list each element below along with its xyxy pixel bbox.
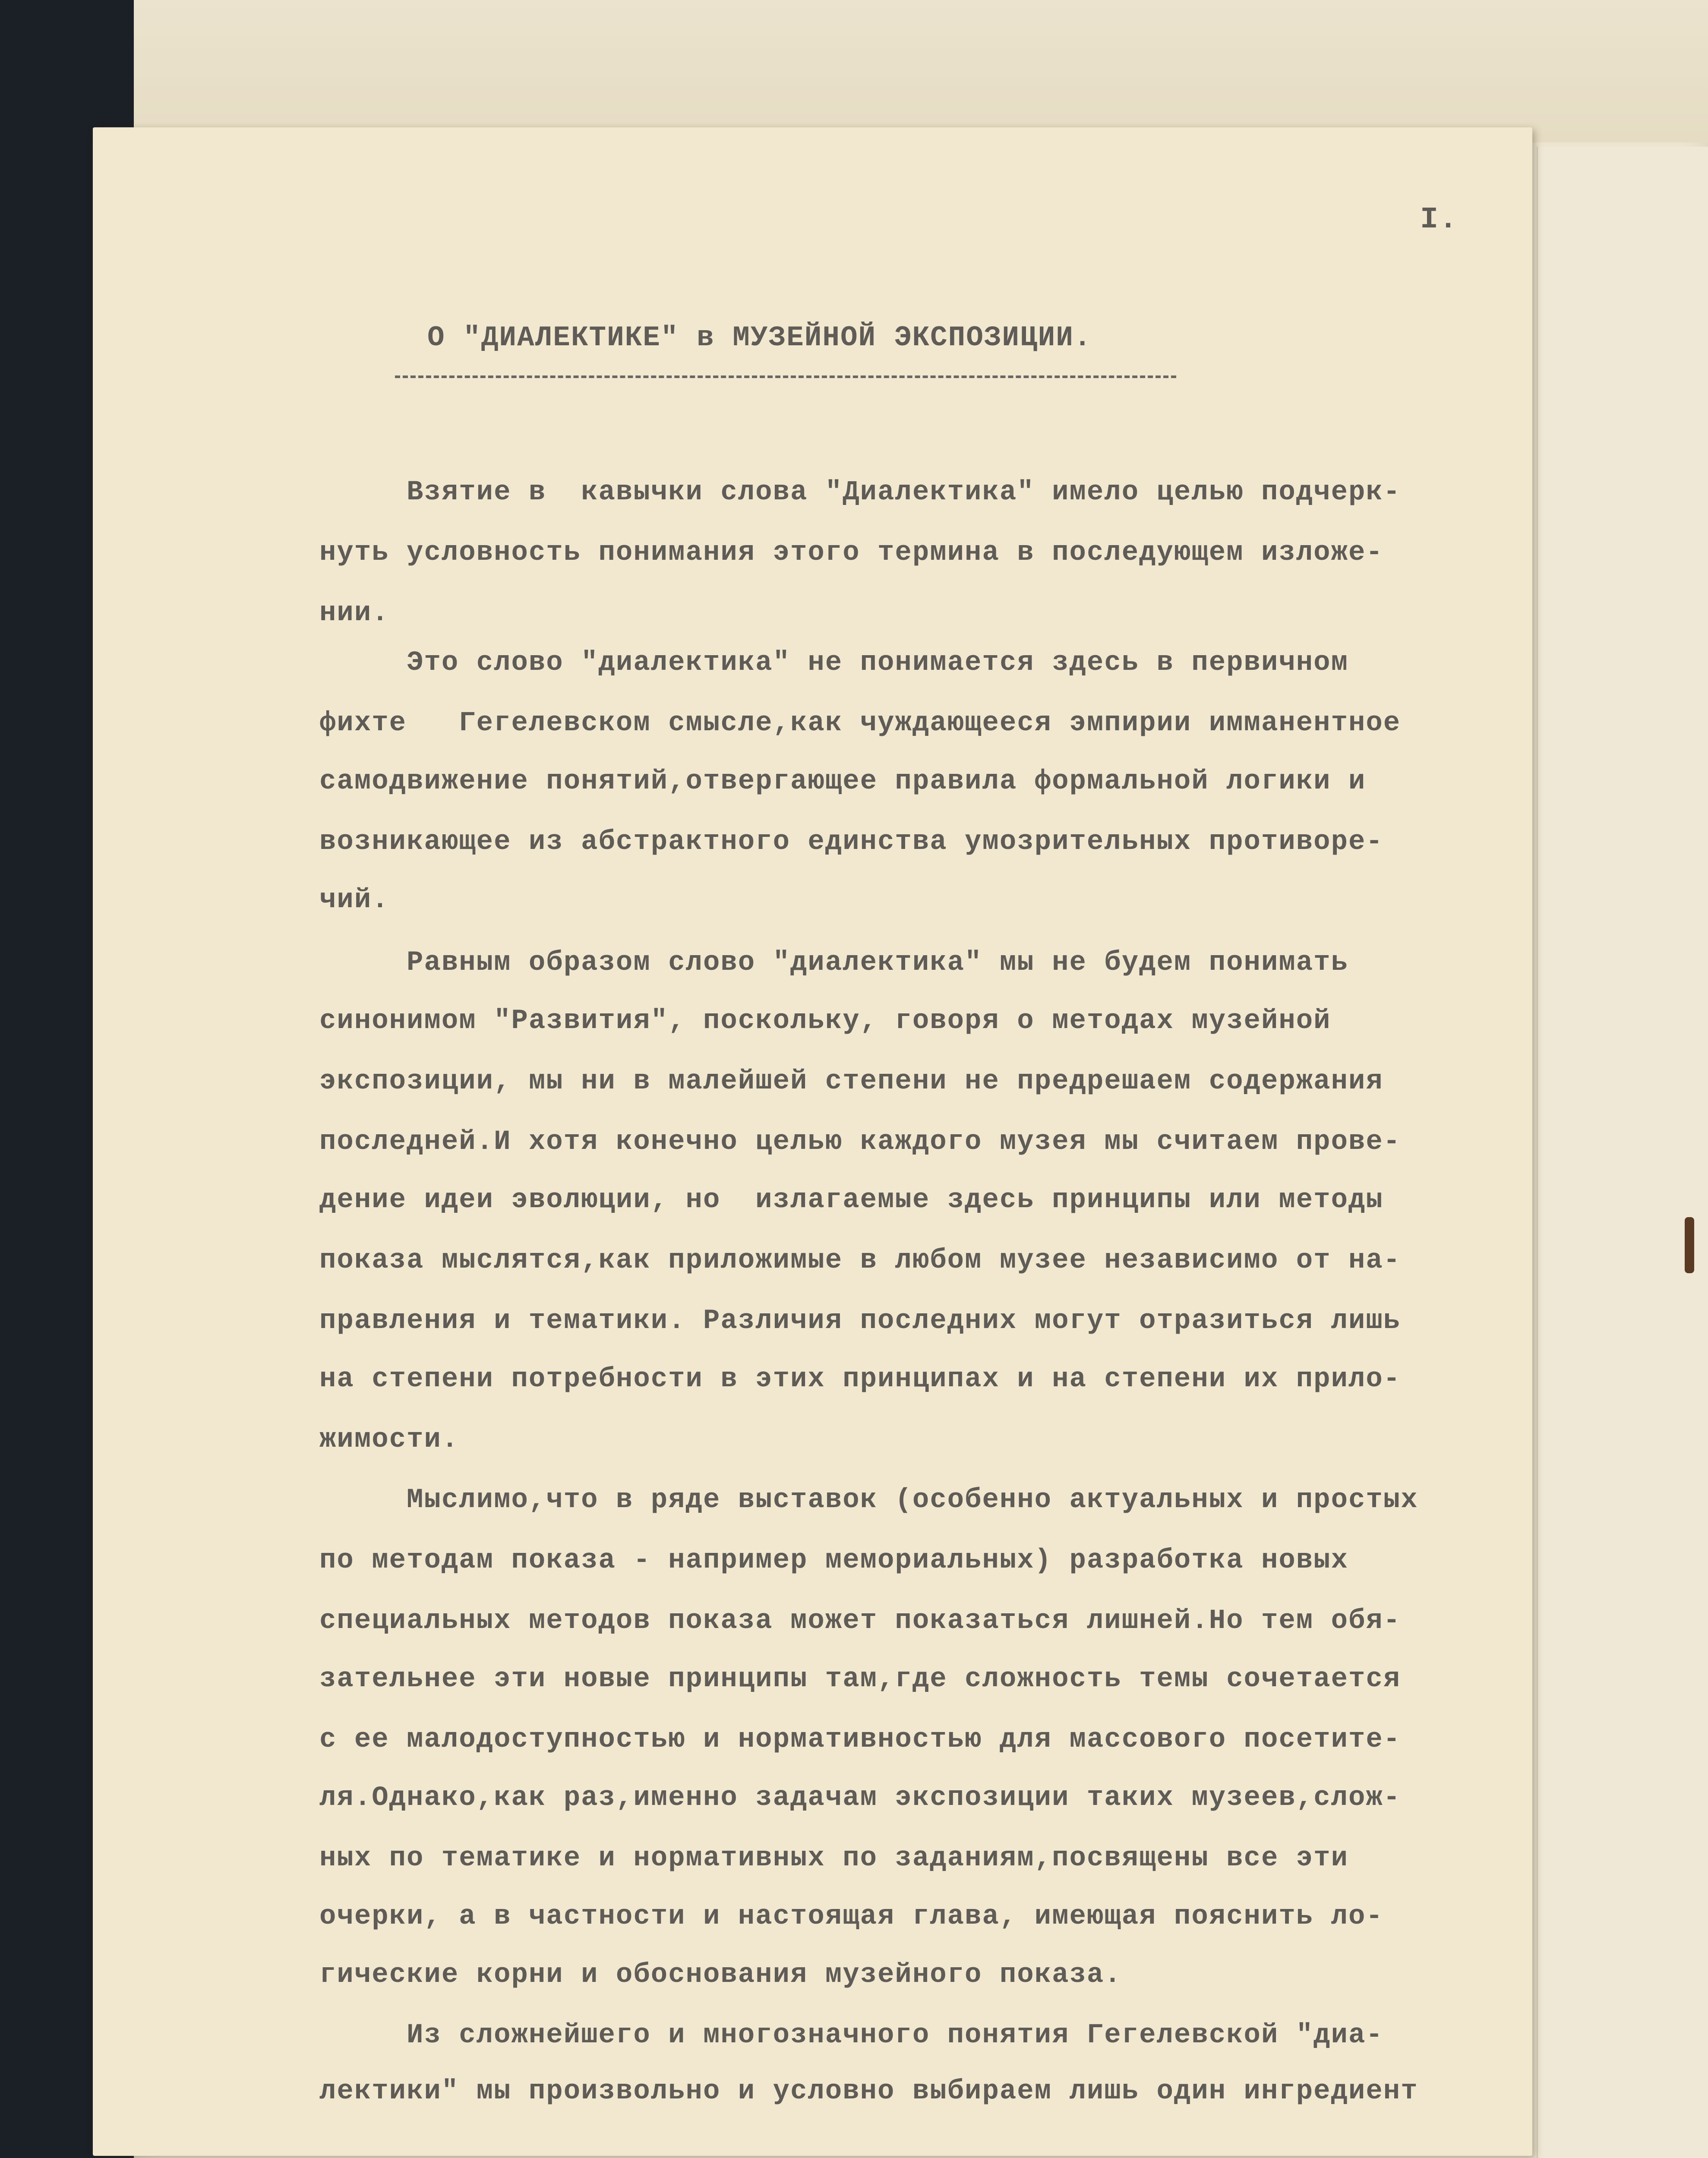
text-line: фихте Гегелевском смысле,как чуждающееся эмпирии имманентное (319, 708, 1401, 739)
text-line: показа мыслятся,как приложимые в любом музее независимо от на- (319, 1245, 1401, 1276)
text-line: зательнее эти новые принципы там,где сложность темы сочетается (319, 1664, 1401, 1695)
text-line: гические корни и обоснования музейного показа. (319, 1959, 1122, 1991)
title-underline (395, 375, 1176, 378)
text-line: Мыслимо,что в ряде выставок (особенно актуальных и простых (319, 1485, 1418, 1516)
text-line: Это слово "диалектика" не понимается здесь в первичном (319, 647, 1348, 678)
text-line: Равным образом слово "диалектика" мы не будем понимать (319, 947, 1348, 978)
text-line: очерки, а в частности и настоящая глава, имеющая пояснить ло- (319, 1901, 1383, 1932)
text-line: чий. (319, 885, 389, 916)
text-line: специальных методов показа может показаться лишней.Но тем обя- (319, 1606, 1401, 1637)
text-line: Из сложнейшего и многозначного понятия Гегелевской "диа- (319, 2020, 1383, 2051)
text-line: последней.И хотя конечно целью каждого музея мы считаем прове- (319, 1126, 1401, 1158)
text-line: лектики" мы произвольно и условно выбираем лишь один ингредиент (319, 2076, 1418, 2107)
text-line: дение идеи эволюции, но излагаемые здесь принципы или методы (319, 1185, 1383, 1216)
right-underlying-sheet (1537, 147, 1708, 2158)
text-line: жимости. (319, 1424, 459, 1455)
text-line: на степени потребности в этих принципах и на степени их прило- (319, 1364, 1401, 1395)
text-line: самодвижение понятий,отвергающее правила формальной логики и (319, 766, 1366, 797)
text-line: с ее малодоступностью и нормативностью для массового посетите- (319, 1724, 1401, 1755)
page-title: О "ДИАЛЕКТИКЕ" в МУЗЕЙНОЙ ЭКСПОЗИЦИИ. (427, 322, 1092, 354)
text-line: нии. (319, 598, 389, 629)
page-number: I. (1420, 203, 1459, 237)
text-line: нуть условность понимания этого термина в последующем изложе- (319, 537, 1383, 568)
text-line: по методам показа - например мемориальных) разработка новых (319, 1545, 1348, 1576)
text-line: синонимом "Развития", поскольку, говоря о методах музейной (319, 1006, 1331, 1037)
text-line: возникающее из абстрактного единства умозрительных противоре- (319, 827, 1383, 858)
text-line: правления и тематики. Различия последних могут отразиться лишь (319, 1306, 1401, 1337)
background-sheet-top-edge (134, 0, 1708, 142)
paper-tear-mark (1685, 1217, 1694, 1273)
text-line: ных по тематике и нормативных по заданиям,посвящены все эти (319, 1843, 1348, 1874)
text-line: экспозиции, мы ни в малейшей степени не предрешаем содержания (319, 1066, 1383, 1097)
text-line: ля.Однако,как раз,именно задачам экспозиции таких музеев,слож- (319, 1783, 1401, 1814)
text-line: Взятие в кавычки слова "Диалектика" имело целью подчерк- (319, 477, 1401, 508)
